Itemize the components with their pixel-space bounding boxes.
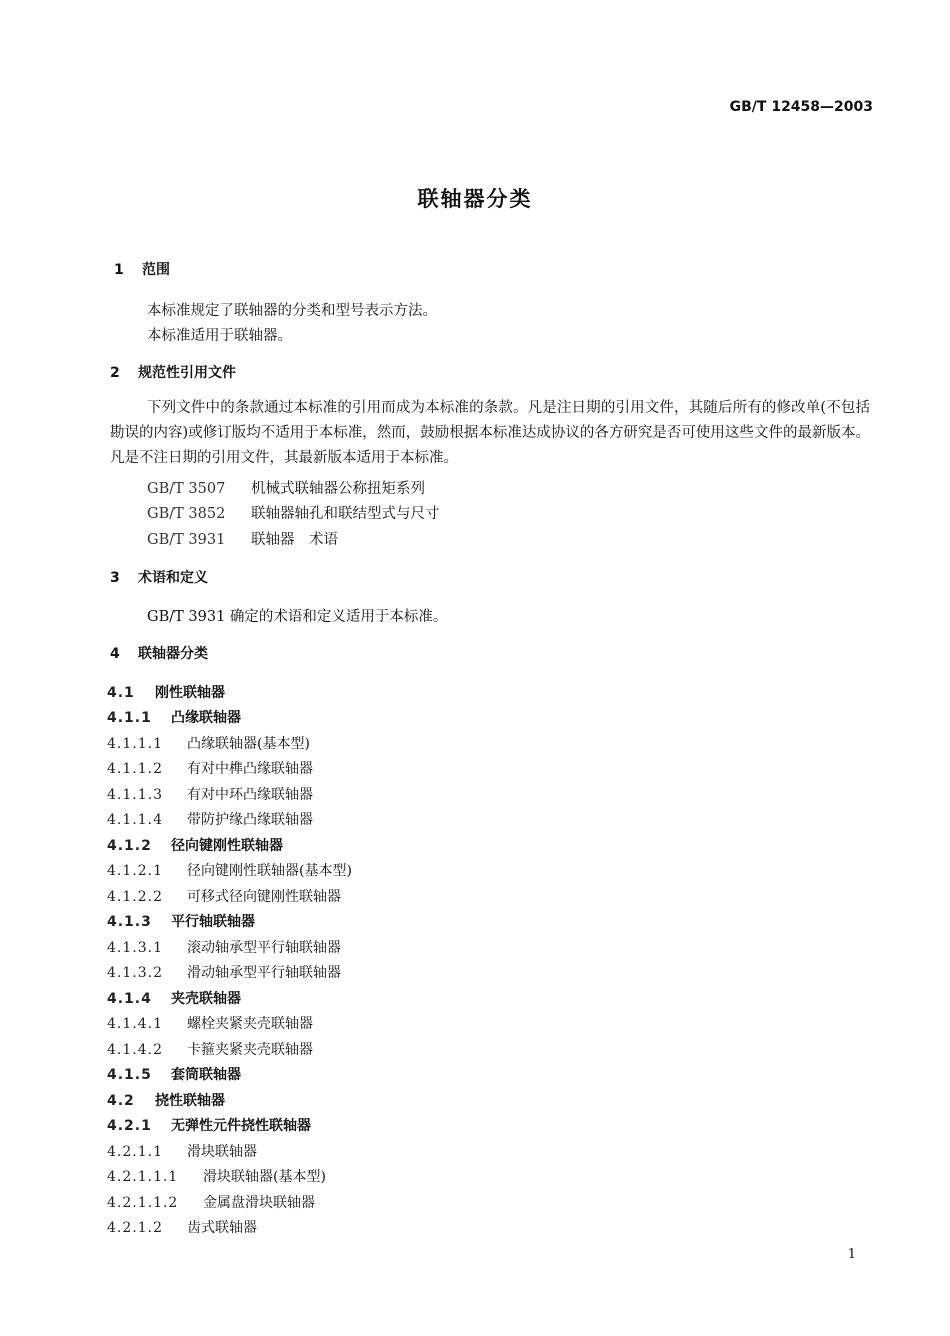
reference-code: GB/T 3507 <box>147 481 226 497</box>
reference-item <box>147 528 338 549</box>
clause-text: 径向键刚性联轴器(基本型) <box>187 863 352 879</box>
clause-text: 螺栓夹紧夹壳联轴器 <box>187 1016 313 1032</box>
page-number: 1 <box>847 1247 856 1262</box>
clause-item <box>107 988 241 1008</box>
section-title: 术语和定义 <box>138 570 208 586</box>
clause-text: 无弹性元件挠性联轴器 <box>171 1118 311 1134</box>
section-title: 范围 <box>142 262 170 278</box>
clause-item <box>107 886 341 906</box>
clause-text: 套筒联轴器 <box>171 1067 241 1083</box>
clause-number: 4.1.3.1 <box>107 940 163 956</box>
clause-item <box>107 682 225 702</box>
section-title: 规范性引用文件 <box>138 365 236 381</box>
clause-item <box>107 809 313 829</box>
section-2-heading <box>110 362 236 382</box>
clause-number: 4.1.1.4 <box>107 812 163 828</box>
clause-number: 4.1.1.1 <box>107 736 163 752</box>
clause-number: 4.2.1.1.2 <box>107 1195 179 1211</box>
reference-title: 联轴器轴孔和联结型式与尺寸 <box>251 506 440 522</box>
clause-number: 4.2.1 <box>107 1118 152 1134</box>
clause-text: 凸缘联轴器 <box>171 710 241 726</box>
clause-item <box>107 1166 326 1186</box>
section-3-heading <box>110 567 208 587</box>
clause-number: 4.1.2.1 <box>107 863 163 879</box>
clause-item <box>107 758 313 778</box>
clause-item <box>107 835 283 855</box>
section-1-paragraph-2: 本标准适用于联轴器。 <box>147 328 292 344</box>
clause-text: 滑块联轴器 <box>187 1144 257 1160</box>
reference-code: GB/T 3852 <box>147 506 226 522</box>
clause-text: 平行轴联轴器 <box>171 914 255 930</box>
clause-number: 4.2.1.2 <box>107 1220 163 1236</box>
clause-item <box>107 860 352 880</box>
reference-item <box>147 477 425 498</box>
reference-code: GB/T 3931 <box>147 532 226 548</box>
clause-text: 可移式径向键刚性联轴器 <box>187 889 341 905</box>
clause-text: 凸缘联轴器(基本型) <box>187 736 310 752</box>
clause-text: 滑块联轴器(基本型) <box>203 1169 326 1185</box>
clause-number: 4.1.3.2 <box>107 965 163 981</box>
clause-item <box>107 1013 313 1033</box>
clause-number: 4.2.1.1.1 <box>107 1169 179 1185</box>
clause-number: 4.1.1.2 <box>107 761 163 777</box>
clause-number: 4.1.2.2 <box>107 889 163 905</box>
clause-number: 4.2 <box>107 1093 135 1109</box>
reference-title: 机械式联轴器公称扭矩系列 <box>251 481 425 497</box>
clause-item <box>107 1217 257 1237</box>
standard-number: GB/T 12458—2003 <box>729 99 873 115</box>
reference-item <box>147 502 440 523</box>
clause-number: 4.1.4.1 <box>107 1016 163 1032</box>
clause-item <box>107 1039 313 1059</box>
clause-number: 4.1.1.3 <box>107 787 163 803</box>
section-3-paragraph: GB/T 3931 确定的术语和定义适用于本标准。 <box>147 609 448 625</box>
clause-number: 4.1.2 <box>107 838 152 854</box>
clause-item <box>107 962 341 982</box>
section-1-heading <box>114 259 170 279</box>
clause-item <box>107 1192 315 1212</box>
clause-item <box>107 1115 311 1135</box>
clause-text: 有对中榫凸缘联轴器 <box>187 761 313 777</box>
section-4-heading <box>110 643 208 663</box>
clause-item <box>107 937 341 957</box>
clause-number: 4.1.4.2 <box>107 1042 163 1058</box>
clause-text: 滚动轴承型平行轴联轴器 <box>187 940 341 956</box>
section-1-paragraph-1: 本标准规定了联轴器的分类和型号表示方法。 <box>147 303 437 319</box>
clause-text: 挠性联轴器 <box>155 1093 225 1109</box>
page-title: 联轴器分类 <box>417 187 533 211</box>
clause-text: 刚性联轴器 <box>155 685 225 701</box>
clause-text: 夹壳联轴器 <box>171 991 241 1007</box>
clause-item <box>107 1090 225 1110</box>
clause-text: 径向键刚性联轴器 <box>171 838 283 854</box>
clause-number: 4.1.1 <box>107 710 152 726</box>
clause-item <box>107 1141 257 1161</box>
section-number: 1 <box>114 262 124 278</box>
clause-item <box>107 733 310 753</box>
section-number: 3 <box>110 570 120 586</box>
clause-text: 金属盘滑块联轴器 <box>203 1195 315 1211</box>
clause-item <box>107 911 255 931</box>
clause-number: 4.2.1.1 <box>107 1144 163 1160</box>
reference-title: 联轴器 术语 <box>251 532 338 548</box>
clause-text: 有对中环凸缘联轴器 <box>187 787 313 803</box>
clause-number: 4.1.4 <box>107 991 152 1007</box>
clause-text: 卡箍夹紧夹壳联轴器 <box>187 1042 313 1058</box>
clause-item <box>107 1064 241 1084</box>
clause-item <box>107 707 241 727</box>
section-2-paragraph: 下列文件中的条款通过本标准的引用而成为本标准的条款。凡是注日期的引用文件，其随后所有的修改单(不包括勘误的内容)或修订版均不适用于本标准，然而，鼓励根据本标准达成协议的各方研究是否可使用这些文件的最新版本。凡是不注日期的引用文件，其最新版本适用于本标准。 <box>110 400 870 466</box>
clause-text: 滑动轴承型平行轴联轴器 <box>187 965 341 981</box>
section-number: 2 <box>110 365 120 381</box>
clause-item <box>107 784 313 804</box>
clause-text: 齿式联轴器 <box>187 1220 257 1236</box>
clause-number: 4.1.3 <box>107 914 152 930</box>
clause-text: 带防护缘凸缘联轴器 <box>187 812 313 828</box>
clause-number: 4.1.5 <box>107 1067 152 1083</box>
clause-number: 4.1 <box>107 685 135 701</box>
section-title: 联轴器分类 <box>138 646 208 662</box>
section-number: 4 <box>110 646 120 662</box>
